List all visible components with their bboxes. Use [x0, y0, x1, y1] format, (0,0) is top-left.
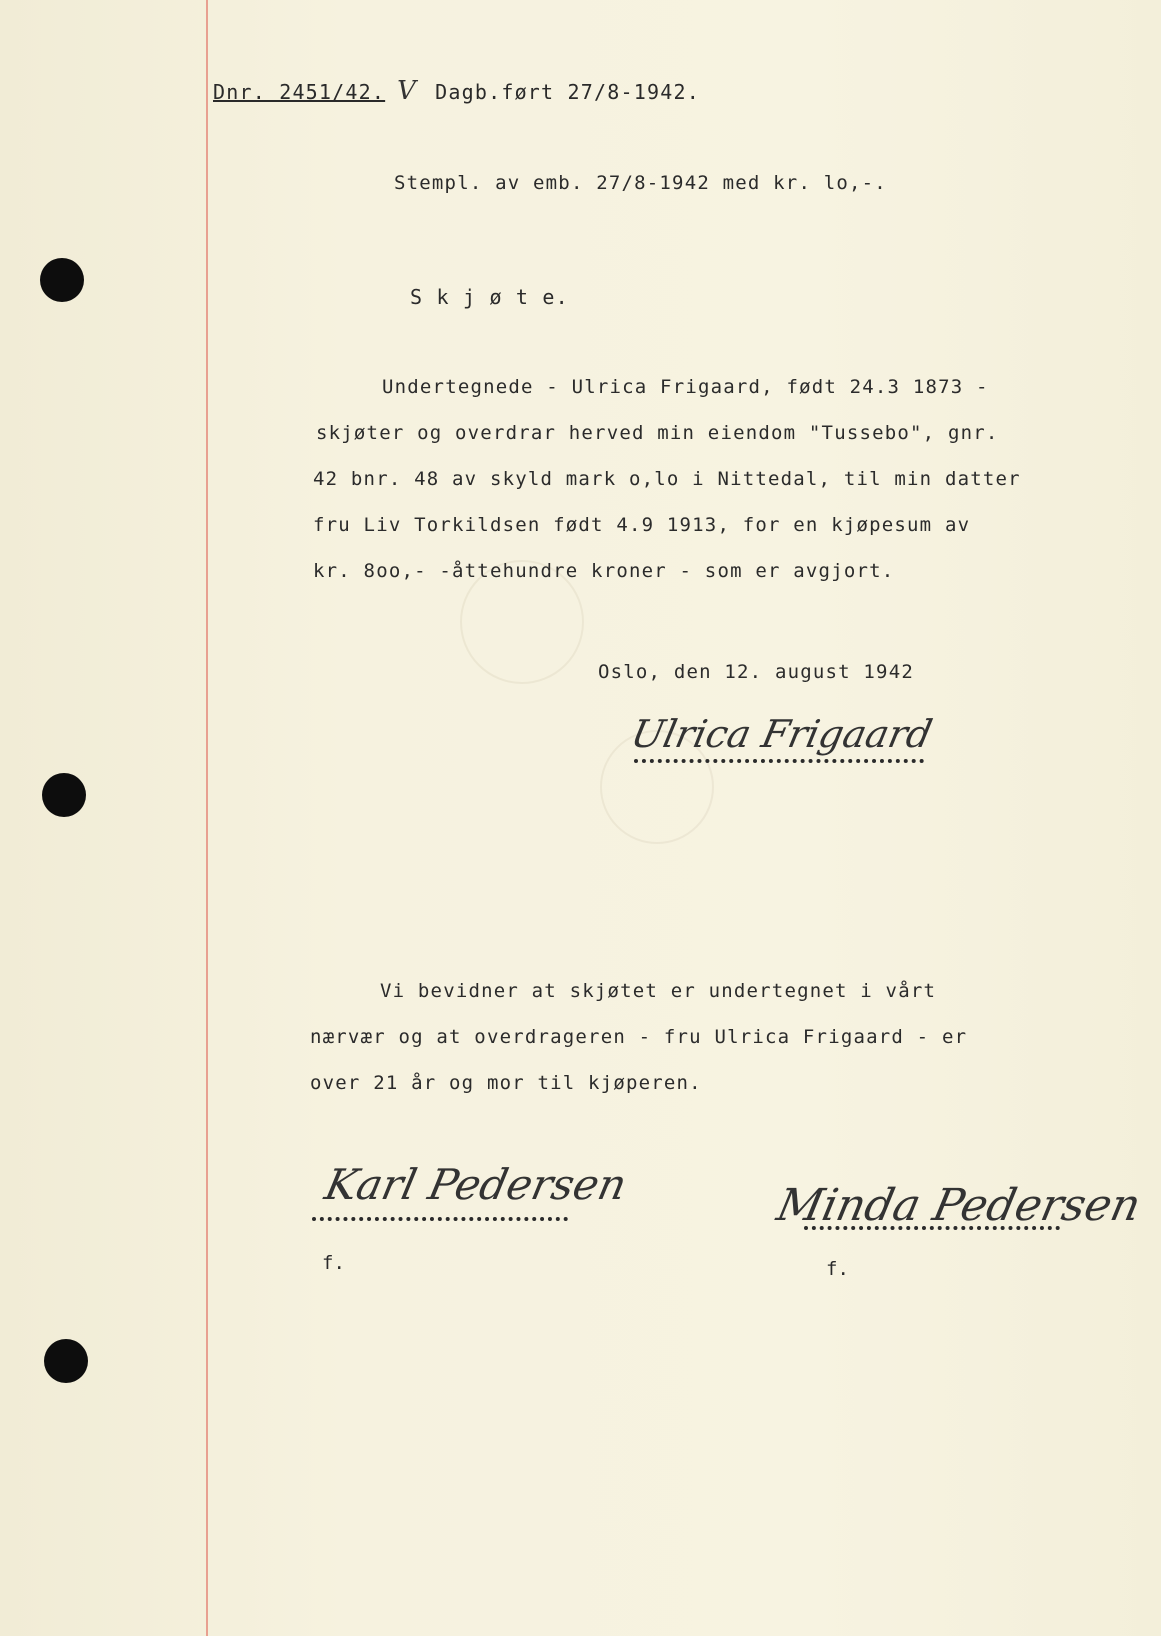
signature-minda-pedersen: Minda Pedersen [772, 1180, 1146, 1231]
document-title: S k j ø t e. [410, 285, 569, 309]
punch-hole [42, 773, 86, 817]
f-mark: f. [826, 1258, 849, 1280]
signature-ulrica: Ulrica Frigaard [627, 712, 937, 756]
body-line: kr. 8oo,- -åttehundre kroner - som er avgjort. [313, 560, 895, 582]
signature-karl-pedersen: Karl Pedersen [320, 1160, 632, 1209]
witness-line: nærvær og at overdrageren - fru Ulrica Frigaard - er [310, 1026, 968, 1048]
witness-line: Vi bevidner at skjøtet er undertegnet i vårt [380, 980, 937, 1002]
check-mark: V [397, 76, 418, 106]
stamp-line: Stempl. av emb. 27/8-1942 med kr. lo,-. [394, 172, 887, 194]
witness-line: over 21 år og mor til kjøperen. [310, 1072, 702, 1094]
margin-line [206, 0, 208, 1636]
header-line [213, 76, 700, 106]
body-line: Undertegnede - Ulrica Frigaard, født 24.3 1873 - [382, 376, 989, 398]
body-line: skjøter og overdrar herved min eiendom "Tussebo", gnr. [316, 422, 999, 444]
body-line: 42 bnr. 48 av skyld mark o,lo i Nittedal, til min datter [313, 468, 1021, 490]
signature-dotted-line [634, 755, 924, 763]
witness-dotted-line [804, 1222, 1060, 1230]
document-number: Dnr. 2451/42. [213, 80, 386, 104]
f-mark: f. [322, 1252, 345, 1274]
punch-hole [44, 1339, 88, 1383]
punch-hole [40, 258, 84, 302]
journal-date: Dagb.ført 27/8-1942. [435, 80, 700, 104]
place-date: Oslo, den 12. august 1942 [598, 661, 914, 683]
body-line: fru Liv Torkildsen født 4.9 1913, for en kjøpesum av [313, 514, 971, 536]
witness-dotted-line [312, 1213, 568, 1221]
